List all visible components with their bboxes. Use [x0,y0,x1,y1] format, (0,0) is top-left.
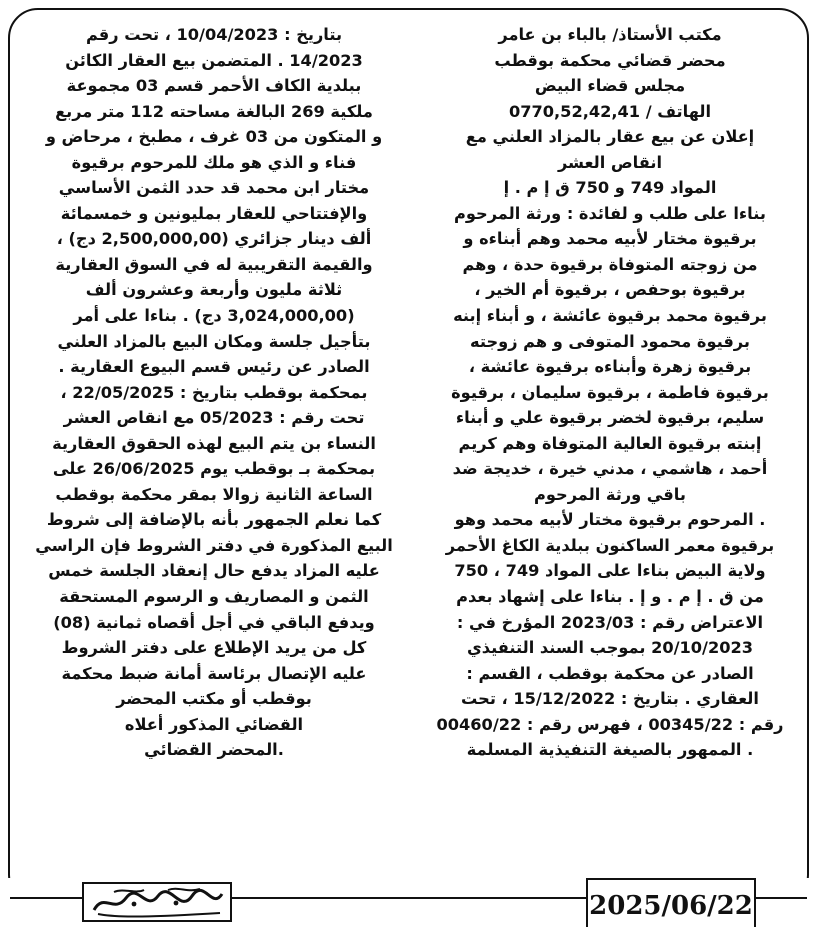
body-line: أحمد ، هاشمي ، مدني خيرة ، خديجة ضد [452,459,768,479]
body-line: الصادر عن محكمة بوقطب ، القسم : [466,663,754,683]
body-line: بناءا على طلب و لفائدة : ورثة المرحوم [454,203,766,223]
bailiff-title: محضر قضائي محكمة بوقطب [494,50,726,70]
body-line: باقي ورثة المرحوم [534,484,686,504]
body-line: الصادر عن رئيس قسم البيوع العقارية . [58,357,370,377]
body-line: برقيوة محمد برقيوة عائشة ، و أبناء إبنه [453,306,767,326]
body-line: والإفتتاحي للعقار بمليونين و خمسمائة [60,203,368,223]
body-line: والقيمة التقريبية له في السوق العقارية [55,254,373,274]
phone-line: الهاتف / 0770,52,42,41 [508,101,712,121]
body-line: عليه المزاد يدفع حال إنعقاد الجلسة خمس [48,561,380,581]
body-line: مختار ابن محمد قد حدد الثمن الأساسي [58,178,370,198]
body-line: 20/10/2023 بموجب السند التنفيذي [466,638,754,658]
body-line: فناء و الذي هو ملك للمرحوم برقيوة [71,152,357,172]
body-line: . المرحوم برقيوة مختار لأبيه محمد وهو [454,510,766,530]
body-line: ألف دينار جزائري (2,500,000,00 دج) ، [56,229,372,249]
body-line: . الممهور بالصيغة التنفيذية المسلمة [466,740,754,760]
body-line: ولاية البيض بناءا على المواد 749 ، 750 [454,561,766,581]
body-line: بتأجيل جلسة ومكان البيع بالمزاد العلني [57,331,371,351]
body-line: ملكية 269 البالغة مساحته 112 متر مربع [55,101,373,121]
right-column [418,22,802,763]
body-line: برقيوة بوحفص ، برقيوة أم الخير ، [474,280,746,300]
footer-rule [10,897,82,899]
publication-date: 2025/06/22 [586,878,756,927]
signature-line: .المحضر القضائي [144,740,284,760]
body-line: كما نعلم الجمهور بأنه بالإضافة إلى شروط [46,510,382,530]
body-line: النساء بن يتم البيع لهذه الحقوق العقارية [52,433,376,453]
body-line: ثلاثة مليون وأربعة وعشرون ألف [85,280,343,300]
body-line: 14/2023 . المتضمن بيع العقار الكائن [65,50,363,70]
body-line: سليم، برقيوة لخضر برقيوة علي و أبناء [455,408,765,428]
body-line: عليه الإتصال برئاسة أمانة ضبط محكمة [61,663,367,683]
body-line: البيع المذكورة في دفتر الشروط فإن الراسي [35,535,393,555]
body-line: برقيوة معمر الساكنون ببلدية الكاغ الأحمر [445,535,775,555]
body-line: العقاري . بتاريخ : 15/12/2022 ، تحت [461,689,759,709]
body-line: ببلدية الكاف الأحمر قسم 03 مجموعة [66,76,362,96]
legal-articles: المواد 749 و 750 ق إ م . إ [503,178,717,198]
notice-title: إعلان عن بيع عقار بالمزاد العلني مع [465,127,755,147]
footer-rule [232,897,586,899]
office-name: مكتب الأستاذ/ بالباء بن عامر [498,25,722,44]
newspaper-logo-mark [84,884,230,920]
left-column [22,22,406,763]
body-line: من ق . إ م . و إ . بناءا على إشهاد بعدم [456,587,764,607]
newspaper-logo [82,882,232,922]
body-line: بمحكمة بـ بوقطب يوم 26/06/2025 على [52,459,376,479]
body-line: الساعة الثانية زوالا بمقر محكمة بوقطب [55,484,373,504]
body-line: الثمن و المصاريف و الرسوم المستحقة [59,587,369,607]
body-line: برقيوة محمود المتوفى و هم زوجته [470,331,750,351]
body-line: ويدفع الباقي في أجل أقصاه ثمانية (08) [53,612,375,632]
body-line: إبنته برقيوة العالية المتوفاة وهم كريم [458,433,762,453]
body-line: (3,024,000,00 دج) . بناءا على أمر [73,306,355,326]
footer-rule [756,897,807,899]
body-line: تحت رقم : 05/2023 مع انقاص العشر [63,408,365,428]
body-line: رقم : 00345/22 ، فهرس رقم : 00460/22 [436,714,784,734]
notice-title-cont: انقاص العشر [557,152,663,172]
body-line: بتاريخ : 10/04/2023 ، تحت رقم [85,25,343,44]
body-line: برقيوة فاطمة ، برقيوة سليمان ، برقيوة [451,382,769,402]
body-line: الاعتراض رقم : 2023/03 المؤرخ في : [456,612,764,632]
body-line: برقيوة مختار لأبيه محمد وهم أبناءه و [463,229,757,249]
body-line: بمحكمة بوقطب بتاريخ : 22/05/2025 ، [60,382,368,402]
body-line: القضائي المذكور أعلاه [124,714,304,734]
body-line: برقيوة زهرة وأبناءه برقيوة عائشة ، [468,357,752,377]
body-line: كل من يريد الإطلاع على دفتر الشروط [61,638,367,658]
body-line: من زوجته المتوفاة برقيوة حدة ، وهم [462,254,758,274]
body-line: بوقطب أو مكتب المحضر [116,689,312,709]
court-council: مجلس قضاء البيض [534,76,686,96]
body-line: و المتكون من 03 غرف ، مطبخ ، مرحاض و [45,127,383,147]
